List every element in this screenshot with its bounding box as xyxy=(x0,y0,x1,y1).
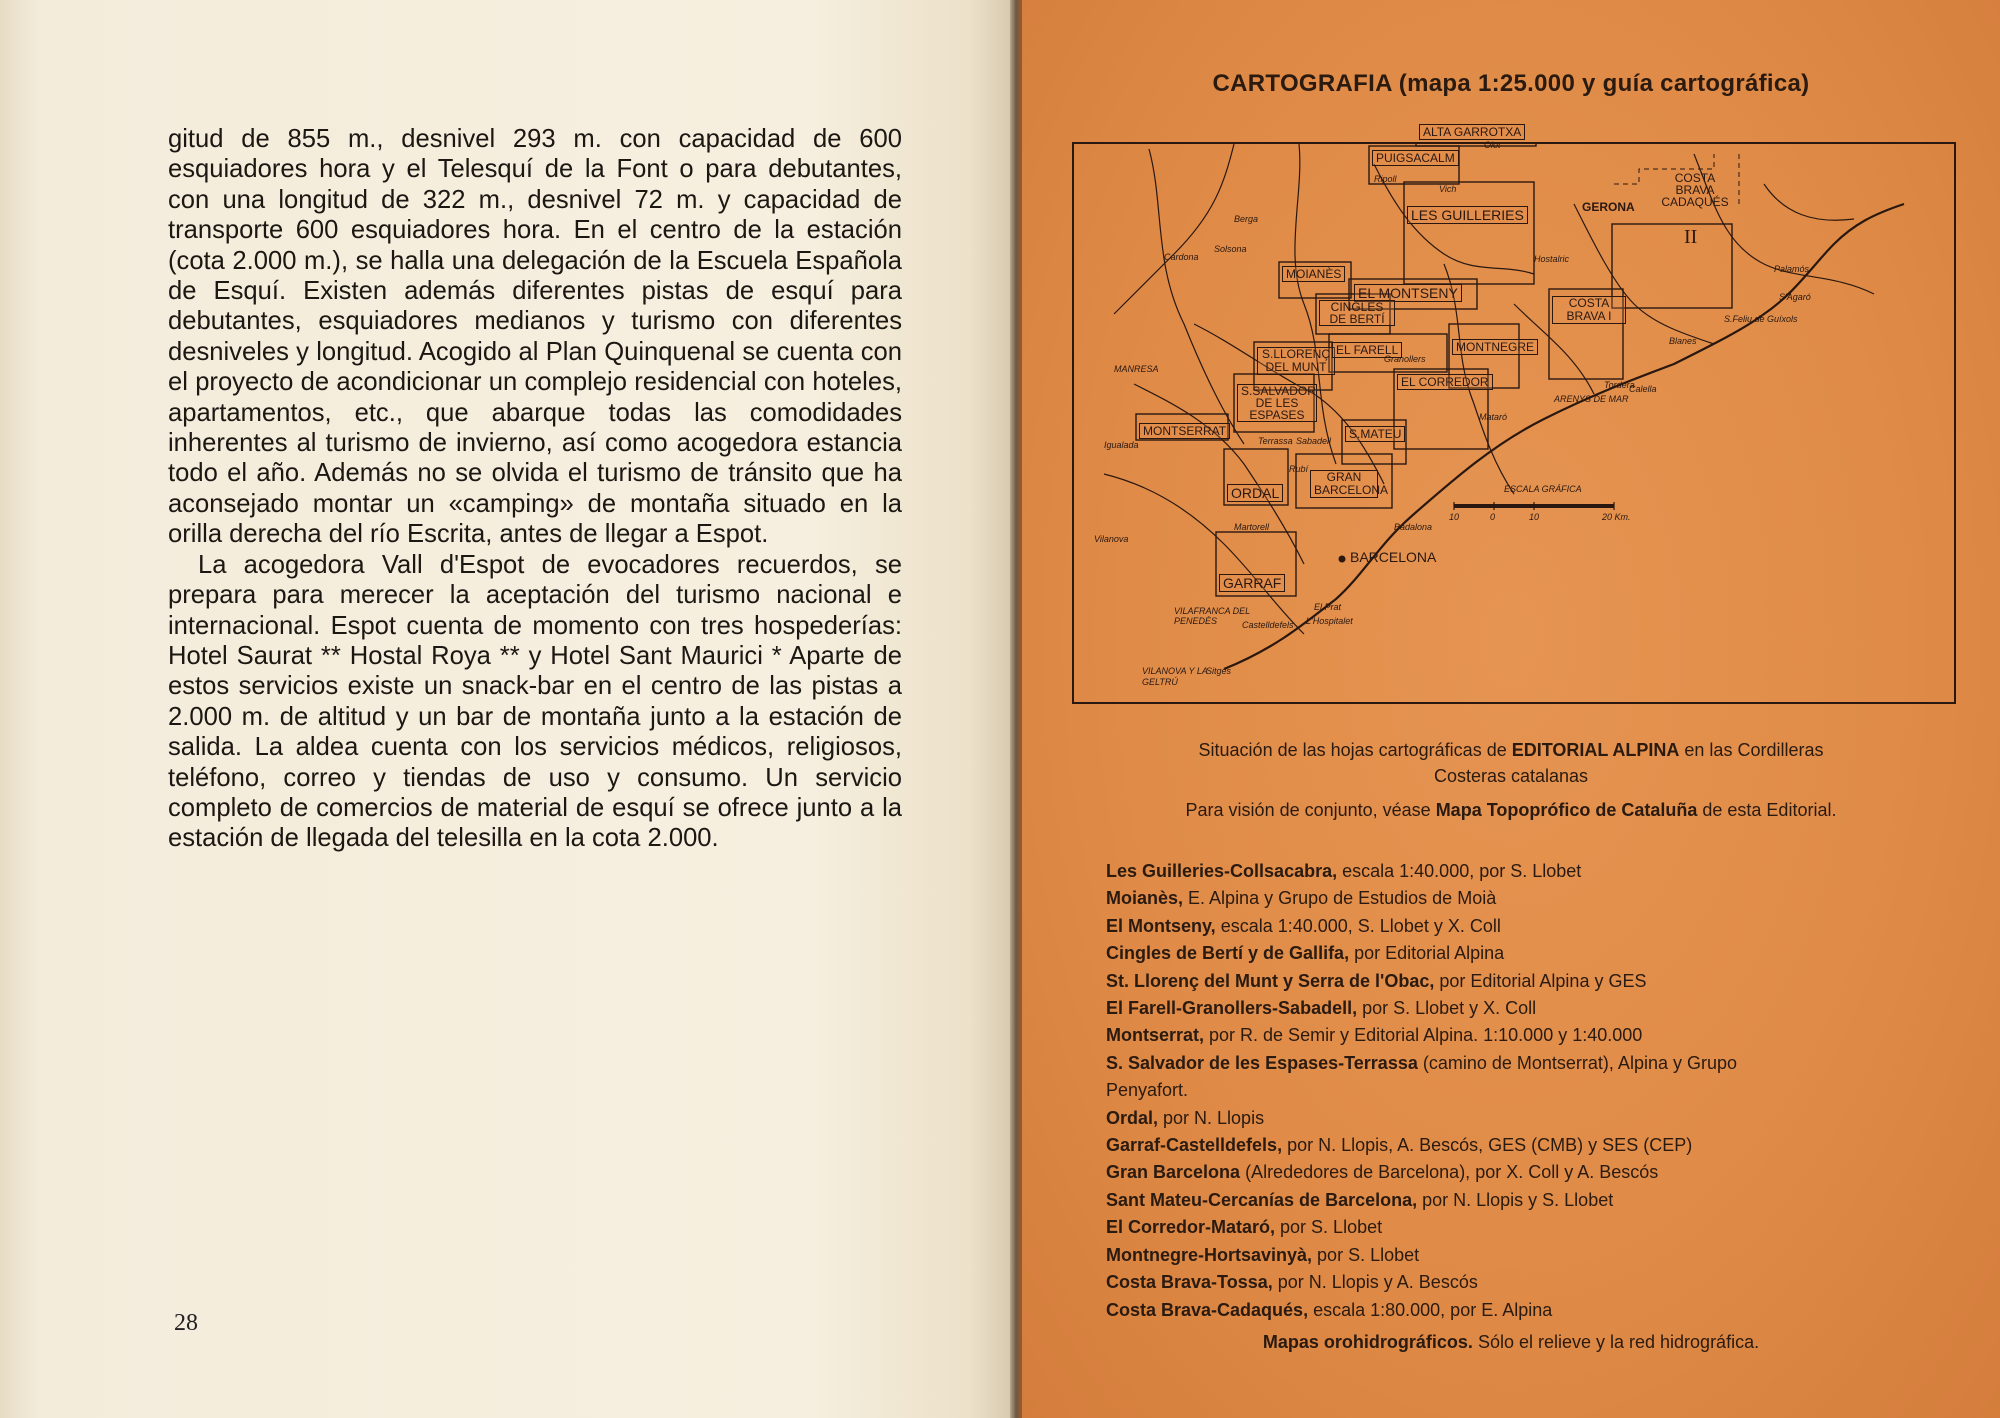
map-name: Costa Brava-Tossa, xyxy=(1106,1272,1273,1293)
map-caption-line-2: Costeras catalanas xyxy=(1433,766,1589,786)
caption-map-title: Mapa Topoprófico de Cataluña xyxy=(1435,800,1698,820)
map-place-label: VILAFRANCA DEL PENEDÈS xyxy=(1174,606,1251,626)
map-detail: por N. Llopis y S. Llobet xyxy=(1417,1189,1614,1210)
caption-publisher: EDITORIAL ALPINA xyxy=(1511,740,1680,760)
book-spine xyxy=(1010,0,1022,1418)
map-name: Garraf-Castelldefels, xyxy=(1106,1135,1283,1156)
map-sheet-label: II xyxy=(1684,226,1698,248)
map-place-label: Palamós xyxy=(1774,264,1810,274)
map-sheet-label: GRAN BARCELONA xyxy=(1310,470,1378,498)
map-detail-continuation: Penyafort. xyxy=(1106,1080,1189,1101)
map-name: Gran Barcelona xyxy=(1106,1162,1241,1183)
map-place-label: Castelldefels xyxy=(1242,620,1294,630)
map-name: Sant Mateu-Cercanías de Barcelona, xyxy=(1106,1189,1418,1210)
footer-note-text: Sólo el relieve y la red hidrográfica. xyxy=(1472,1332,1760,1352)
map-place-label: Solsona xyxy=(1214,244,1247,254)
map-place-label: Sitges xyxy=(1206,666,1232,676)
map-place-label: Hostalric xyxy=(1534,254,1570,264)
map-place-label: El Prat xyxy=(1314,602,1342,612)
list-item xyxy=(1106,1297,1966,1324)
list-item xyxy=(1106,940,1966,967)
map-sheet-label: COSTA BRAVA CADAQUÉS xyxy=(1661,171,1729,209)
map-detail: por S. Llobet xyxy=(1312,1244,1420,1265)
right-page xyxy=(1022,0,2000,1418)
map-detail: por N. Llopis y A. Bescós xyxy=(1272,1272,1478,1293)
map-sheet-label: S.MATEU xyxy=(1345,426,1405,442)
map-place-label: Igualada xyxy=(1104,440,1139,450)
map-sheet-label: S.SALVADOR DE LES ESPASES xyxy=(1237,384,1317,422)
list-item xyxy=(1106,1214,1966,1241)
map-detail: por S. Llobet y X. Coll xyxy=(1357,998,1537,1019)
list-item xyxy=(1106,968,1966,995)
map-place-label: Vich xyxy=(1439,184,1457,194)
map-sheet-label: EL FARELL xyxy=(1332,342,1402,358)
map-name: El Corredor-Mataró, xyxy=(1106,1217,1276,1238)
map-detail: por N. Llopis, A. Bescós, GES (CMB) y SES (CEP) xyxy=(1282,1135,1693,1156)
list-item xyxy=(1106,1050,1966,1105)
list-item xyxy=(1106,1242,1966,1269)
map-place-label: ARENYS DE MAR xyxy=(1554,394,1629,404)
map-place-label: Blanes xyxy=(1669,336,1697,346)
caption-text: en las Cordilleras xyxy=(1679,740,1824,760)
map-place-label: Mataró xyxy=(1479,412,1508,422)
map-place-label: Martorell xyxy=(1234,522,1270,532)
map-sheet-label: EL MONTSENY xyxy=(1354,284,1462,302)
map-detail: escala 1:80.000, por E. Alpina xyxy=(1308,1299,1553,1320)
caption-text: Situación de las hojas cartográficas de xyxy=(1198,740,1512,760)
footer-note xyxy=(1022,1332,2000,1353)
page-title: CARTOGRAFIA (mapa 1:25.000 y guía cartográfica) xyxy=(1212,70,1810,97)
map-sheet-label: MONTSERRAT xyxy=(1139,423,1230,439)
map-name: Montnegre-Hortsavinyà, xyxy=(1106,1244,1313,1265)
caption-text: Para visión de conjunto, véase xyxy=(1185,800,1436,820)
map-place-label: BARCELONA xyxy=(1350,549,1437,565)
map-sheet-label: PUIGSACALM xyxy=(1372,150,1459,166)
list-item xyxy=(1106,995,1966,1022)
maps-list xyxy=(1106,858,1966,1324)
map-place-label: Cardona xyxy=(1164,252,1199,262)
cartography-map xyxy=(1072,125,1956,704)
list-item xyxy=(1106,1105,1966,1132)
map-detail: escala 1:40.000, S. Llobet y X. Coll xyxy=(1215,915,1501,936)
map-sheet-label: MONTNEGRE xyxy=(1452,339,1538,355)
map-place-label: Badalona xyxy=(1394,522,1433,532)
map-place-label: VILANOVA Y LA GELTRÚ xyxy=(1142,666,1208,687)
map-place-label: Tordera xyxy=(1604,380,1635,390)
map-place-label: Rubí xyxy=(1289,464,1309,474)
list-item xyxy=(1106,913,1966,940)
map-detail: por R. de Semir y Editorial Alpina. 1:10.000 y 1:40.000 xyxy=(1204,1025,1643,1046)
map-place-label: GERONA xyxy=(1582,200,1635,214)
map-caption-line-1 xyxy=(1062,738,1960,762)
list-item xyxy=(1106,1269,1966,1296)
map-sheet-label: ALTA GARROTXA xyxy=(1419,124,1525,140)
paragraph-1: gitud de 855 m., desnivel 293 m. con capacidad de 600 esquiadores hora y el Telesquí de la Font o para debutantes, con una longitud de 322 m., desnivel 72 m. y capacidad de transporte 600 esquiadores hora. En el centro de la estación (cota 2.000 m.), se halla una delegación de la Escuela Española de Esquí. Existen además diferentes pistas de esquí para debutantes, esquiadores medianos y turismo con diferentes desniveles y longitud. Acogido al Plan Quinquenal se cuenta con el proyecto de acondicionar un complejo residencial con hoteles, apartamentos, etc., que abarque todas las comodidades inherentes al turismo de invierno, así como acogedora estancia todo el año. Además no se olvida el turismo de tránsito que ha aconsejado montar un «camping» de montaña situado en la orilla derecha del río Escrita, antes de llegar a Espot. xyxy=(168,125,902,549)
paragraph-2: La acogedora Vall d'Espot de evocadores recuerdos, se prepara para merecer la aceptación del turismo nacional e internacional. Espot cuenta de momento con tres hospederías: Hotel Saurat ** Hostal Roya ** y Hotel Sant Maurici * Aparte de estos servicios existe un snack-bar en el centro de las pistas a 2.000 m. de altitud y un bar de montaña junto a la estación de salida. La aldea cuenta con los servicios médicos, religiosos, teléfono, correo y tiendas de uso y consumo. Un servicio completo de comercios de material de esquí se ofrece junto a la estación de llegada del telesilla en la cota 2.000. xyxy=(168,550,902,853)
map-detail: (Alrededores de Barcelona), por X. Coll y A. Bescós xyxy=(1240,1162,1659,1183)
map-name: Les Guilleries-Collsacabra, xyxy=(1106,861,1338,881)
map-place-label: S.Feliu de Guíxols xyxy=(1724,314,1798,324)
map-caption-line-3 xyxy=(1062,798,1960,822)
map-place-label: S'Agaró xyxy=(1779,292,1811,302)
map-sheet-label: CINGLES DE BERTÍ xyxy=(1319,300,1395,326)
scale-tick: 10 xyxy=(1449,512,1460,522)
scale-tick: 10 xyxy=(1529,512,1540,522)
map-detail: escala 1:40.000, por S. Llobet xyxy=(1337,861,1582,881)
map-sheet-label: GARRAF xyxy=(1219,574,1285,592)
page-number: 28 xyxy=(174,1310,198,1336)
map-place-label: MANRESA xyxy=(1114,364,1159,374)
map-detail: (camino de Montserrat), Alpina y Grupo xyxy=(1417,1052,1737,1073)
list-item xyxy=(1106,1022,1966,1049)
map-name: Ordal, xyxy=(1106,1107,1159,1128)
map-sheet-label: MOIANÈS xyxy=(1282,266,1345,282)
map-name: Cingles de Bertí y de Gallifa, xyxy=(1106,943,1350,964)
map-sheet-label: EL CORREDOR xyxy=(1397,374,1493,390)
map-place-label: Sabadell xyxy=(1296,436,1332,446)
footer-note-bold: Mapas orohidrográficos. xyxy=(1262,1332,1473,1352)
left-page-body xyxy=(168,124,902,854)
map-sheet-label: S.LLORENÇ DEL MUNT xyxy=(1257,347,1335,375)
map-place-label: L'Hospitalet xyxy=(1306,616,1353,626)
list-item xyxy=(1106,858,1966,885)
map-place-label: Berga xyxy=(1234,214,1259,224)
map-detail: E. Alpina y Grupo de Estudios de Moià xyxy=(1183,888,1497,909)
map-name: Costa Brava-Cadaqués, xyxy=(1106,1299,1309,1320)
map-place-label: Olot xyxy=(1484,140,1501,150)
list-item xyxy=(1106,1187,1966,1214)
map-place-label: Calella xyxy=(1629,384,1657,394)
map-sheet-label: ORDAL xyxy=(1227,484,1283,502)
map-name: El Montseny, xyxy=(1106,915,1216,936)
map-detail: por Editorial Alpina xyxy=(1349,943,1505,964)
map-name: Moianès, xyxy=(1106,888,1184,909)
map-name: St. Llorenç del Munt y Serra de l'Obac, xyxy=(1106,970,1435,991)
map-sheet-label: LES GUILLERIES xyxy=(1407,206,1528,224)
map-place-label: Terrassa xyxy=(1258,436,1293,446)
map-detail: por N. Llopis xyxy=(1158,1107,1265,1128)
map-sheet-label: COSTA BRAVA I xyxy=(1552,296,1626,324)
map-place-label: Ripoll xyxy=(1374,174,1397,184)
scale-label: ESCALA GRÁFICA xyxy=(1504,484,1582,494)
map-name: S. Salvador de les Espases-Terrassa xyxy=(1106,1052,1418,1073)
map-place-label: Granollers xyxy=(1384,354,1426,364)
map-place-label: Vilanova xyxy=(1094,534,1129,544)
caption-text: de esta Editorial. xyxy=(1697,800,1837,820)
list-item xyxy=(1106,1132,1966,1159)
list-item xyxy=(1106,885,1966,912)
map-name: El Farell-Granollers-Sabadell, xyxy=(1106,998,1358,1019)
scale-tick: 20 Km. xyxy=(1602,512,1631,522)
map-name: Montserrat, xyxy=(1106,1025,1205,1046)
map-detail: por S. Llobet xyxy=(1275,1217,1383,1238)
list-item xyxy=(1106,1159,1966,1186)
scale-tick: 0 xyxy=(1490,512,1496,522)
map-detail: por Editorial Alpina y GES xyxy=(1434,970,1647,991)
